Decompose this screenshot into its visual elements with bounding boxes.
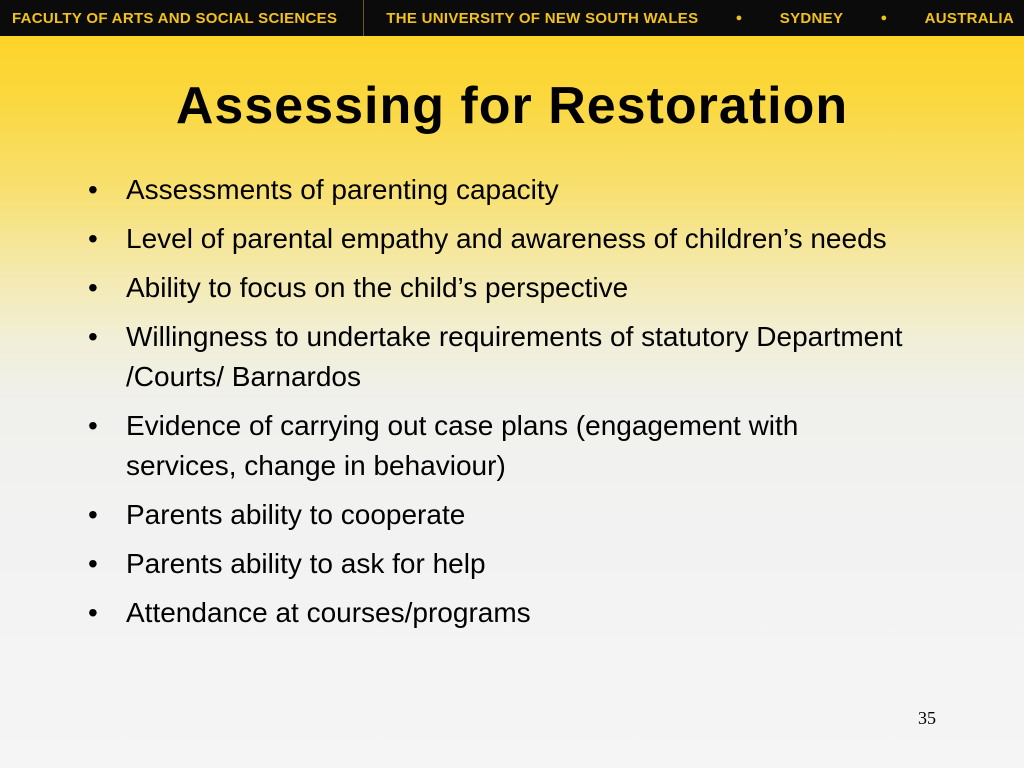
bullet-item (88, 170, 908, 210)
bullet-text: Parents ability to cooperate (126, 499, 466, 530)
bullet-text: Attendance at courses/programs (126, 597, 531, 628)
bullet-icon: • (88, 410, 98, 441)
header-bar (0, 0, 1024, 36)
country-name: AUSTRALIA (924, 9, 1014, 27)
bullet-text: Parents ability to ask for help (126, 548, 486, 579)
bullet-text: Level of parental empathy and awareness of children’s needs (126, 223, 887, 254)
bullet-icon: • (88, 272, 98, 303)
bullet-icon: • (88, 597, 98, 628)
bullet-item (88, 544, 908, 584)
bullet-icon: • (88, 174, 98, 205)
bullet-item (88, 495, 908, 535)
bullet-list (88, 170, 908, 642)
separator-dot-icon: ● (735, 12, 743, 24)
bullet-item (88, 219, 908, 259)
separator-dot-icon: ● (880, 12, 888, 24)
slide-title: Assessing for Restoration (175, 77, 849, 135)
bullet-text: Ability to focus on the child’s perspective (126, 272, 629, 303)
city-name: SYDNEY (779, 9, 844, 27)
bullet-icon: • (88, 321, 98, 352)
bullet-text: Assessments of parenting capacity (126, 174, 559, 205)
bullet-text: Willingness to undertake requirements of statutory Department /Courts/ Barnardos (126, 321, 903, 392)
bullet-item (88, 268, 908, 308)
bullet-icon: • (88, 499, 98, 530)
slide-number: 35 (918, 708, 936, 728)
bullet-item (88, 593, 908, 633)
bullet-icon: • (88, 548, 98, 579)
university-line (386, 10, 1014, 27)
bullet-item (88, 317, 908, 397)
bullet-text: Evidence of carrying out case plans (engagement with services, change in behaviour) (126, 410, 799, 481)
header-divider (363, 0, 364, 36)
bullet-item (88, 406, 908, 486)
university-name: THE UNIVERSITY OF NEW SOUTH WALES (386, 9, 699, 27)
bullet-icon: • (88, 223, 98, 254)
faculty-name: FACULTY OF ARTS AND SOCIAL SCIENCES (12, 9, 338, 27)
